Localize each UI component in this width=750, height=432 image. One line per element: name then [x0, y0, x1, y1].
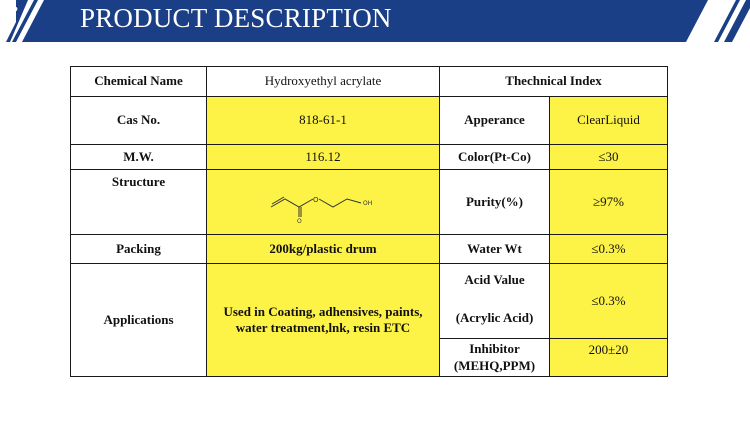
molecule-structure-diagram — [263, 177, 383, 223]
inhibitor-value: 200±20 — [550, 339, 668, 377]
chemical-name-label: Chemical Name — [71, 67, 207, 97]
cas-label: Cas No. — [71, 97, 207, 145]
appearance-label: Apperance — [440, 97, 550, 145]
purity-label: Purity(%) — [440, 170, 550, 235]
table-row — [71, 67, 668, 97]
atom-oh-label: OH — [363, 199, 373, 207]
table-row — [71, 97, 668, 145]
page-title: PRODUCT DESCRIPTION — [80, 3, 392, 33]
mw-value: 116.12 — [207, 145, 440, 170]
water-label: Water Wt — [440, 235, 550, 264]
table-row — [71, 264, 668, 339]
header-banner — [0, 0, 750, 45]
structure-label: Structure — [71, 170, 207, 235]
appearance-value: ClearLiquid — [550, 97, 668, 145]
acid-value-label: Acid Value — [464, 272, 525, 287]
applications-label: Applications — [71, 264, 207, 377]
four-dot-diamond-icon — [0, 0, 18, 18]
technical-index-label: Thechnical Index — [440, 67, 668, 97]
acid-value-label-cell — [440, 264, 550, 339]
table-row — [71, 145, 668, 170]
mw-label: M.W. — [71, 145, 207, 170]
atom-o-label-2: O — [297, 217, 302, 223]
chemical-name-value: Hydroxyethyl acrylate — [207, 67, 440, 97]
applications-value: Used in Coating, adhensives, paints, water treatment,lnk, resin ETC — [207, 264, 440, 377]
table-row — [71, 235, 668, 264]
color-label: Color(Pt-Co) — [440, 145, 550, 170]
table-row — [71, 170, 668, 235]
inhibitor-label: Inhibitor (MEHQ,PPM) — [440, 339, 550, 377]
structure-value — [207, 170, 440, 235]
acid-value-value: ≤0.3% — [550, 264, 668, 339]
acid-value-sublabel: (Acrylic Acid) — [455, 310, 534, 326]
purity-value: ≥97% — [550, 170, 668, 235]
color-value: ≤30 — [550, 145, 668, 170]
cas-value: 818-61-1 — [207, 97, 440, 145]
packing-label: Packing — [71, 235, 207, 264]
water-value: ≤0.3% — [550, 235, 668, 264]
packing-value: 200kg/plastic drum — [207, 235, 440, 264]
product-spec-table — [70, 66, 668, 377]
atom-o-label: O — [313, 195, 319, 204]
